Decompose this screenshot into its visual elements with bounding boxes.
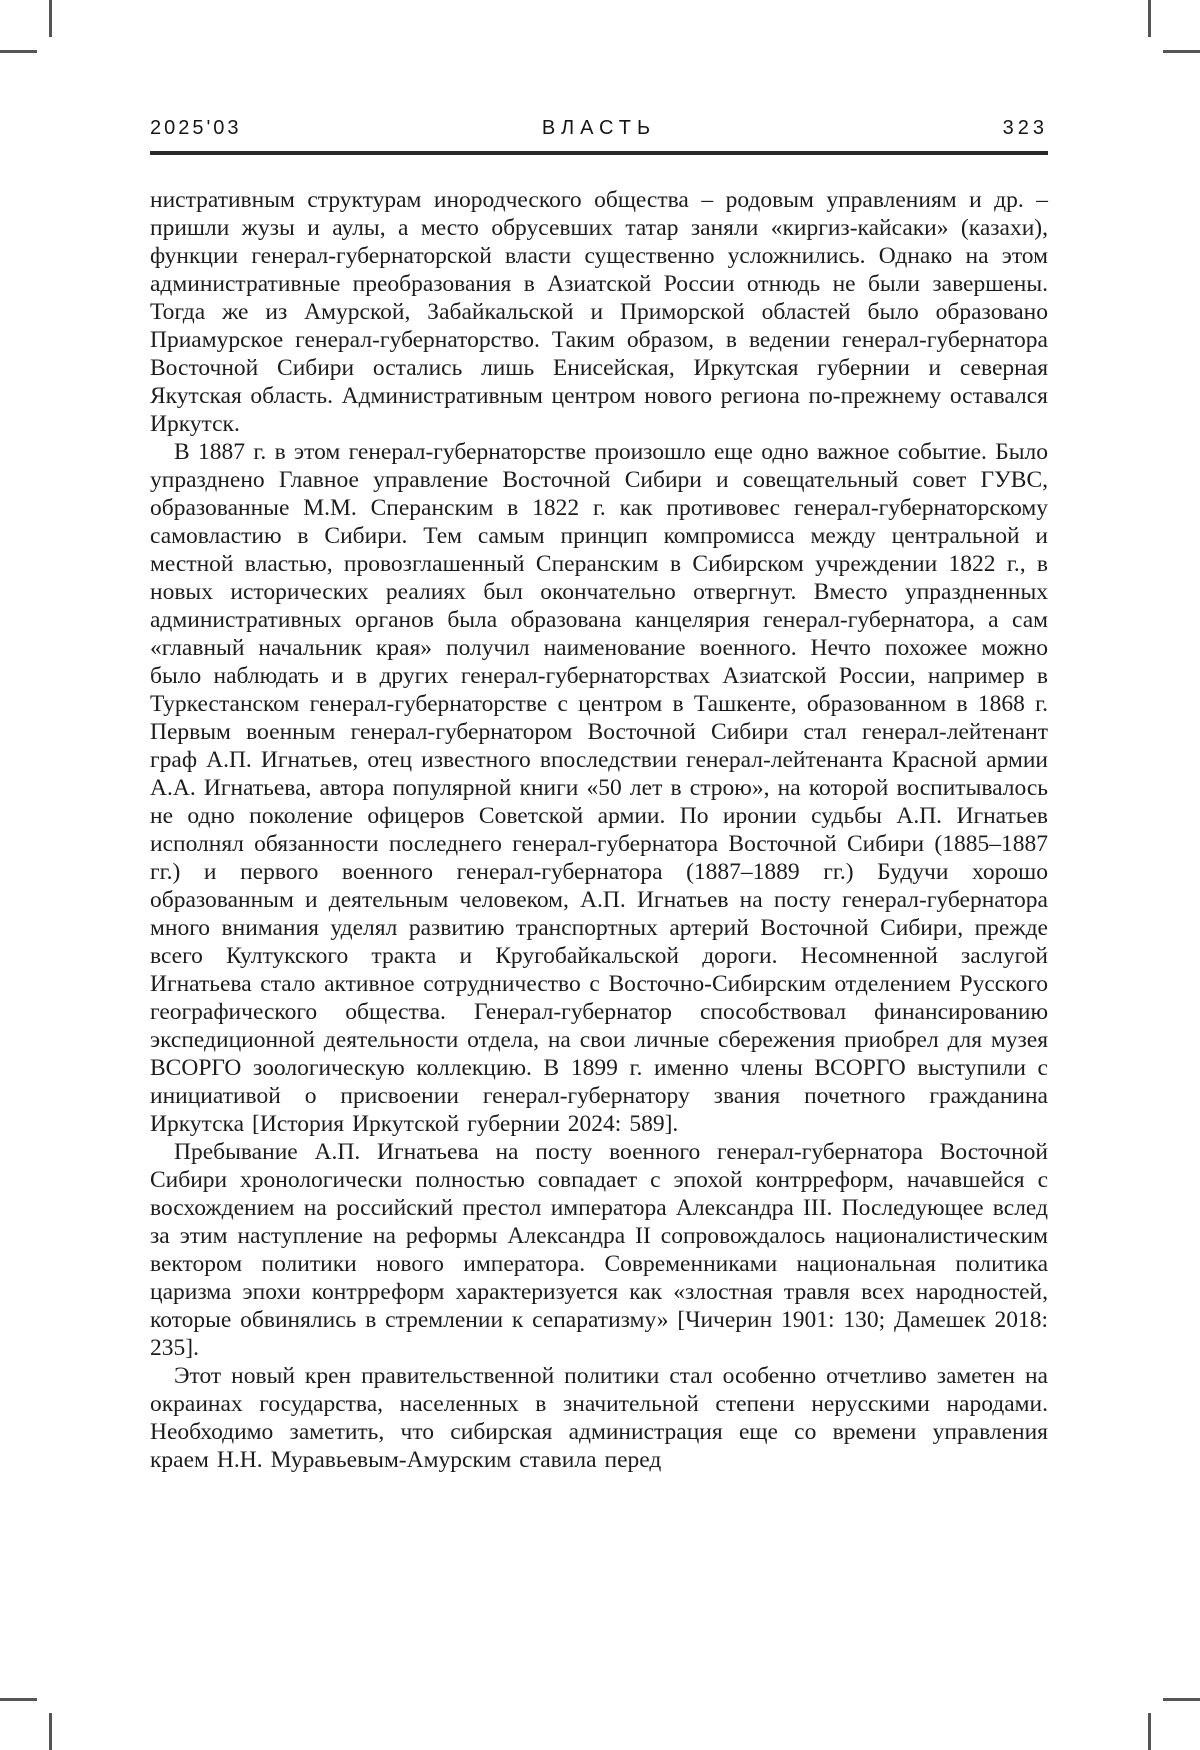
paragraph: нистративным структурам инородческого общества – родовым управлениям и др. – пришли жузы и аулы, а место обрусевших татар заняли «киргиз-кайсаки» (казахи), функции генерал-губернаторской власти существенно усложнились. Однако на этом административные преобразования в Азиатской России отнюдь не были завершены. Тогда же из Амурской, Забайкальской и Приморской областей было образовано Приамурское генерал-губернаторство. Таким образом, в ведении генерал-губернатора Восточной Сибири остались лишь Енисейская, Иркутская губернии и северная Якутская область. Административным центром нового региона по-прежнему оставался Иркутск. bbox=[150, 187, 1048, 437]
article-body bbox=[150, 186, 1048, 1474]
crop-mark-bottom-left-vertical bbox=[49, 1713, 52, 1750]
crop-mark-bottom-left-horizontal bbox=[0, 1698, 37, 1701]
crop-mark-top-right-vertical bbox=[1148, 0, 1151, 37]
paragraph: В 1887 г. в этом генерал-губернаторстве произошло еще одно важное событие. Было упразднено Главное управление Восточной Сибири и совещательный совет ГУВС, образованные М.М. Сперанским в 1822 г. как противовес генерал-губернаторскому самовластию в Сибири. Тем самым принцип компромисса между центральной и местной властью, провозглашенный Сперанским в Сибирском учреждении 1822 г., в новых исторических реалиях был окончательно отвергнут. Вместо упраздненных административных органов была образована канцелярия генерал-губернатора, а сам «главный начальник края» получил наименование военного. Нечто похожее можно было наблюдать и в других генерал-губернаторствах Азиатской России, например в Туркестанском генерал-губернаторстве с центром в Ташкенте, образованном в 1868 г. Первым военным генерал-губернатором Восточной Сибири стал генерал-лейтенант граф А.П. Игнатьев, отец известного впоследствии генерал-лейтенанта Красной армии А.А. Игнатьева, автора популярной книги «50 лет в строю», на которой воспитывалось не одно поколение офицеров Советской армии. По иронии судьбы А.П. Игнатьев исполнял обязанности последнего генерал-губернатора Восточной Сибири (1885–1887 гг.) и первого военного генерал-губернатора (1887–1889 гг.) Будучи хорошо образованным и деятельным человеком, А.П. Игнатьев на посту генерал-губернатора много внимания уделял развитию транспортных артерий Восточной Сибири, прежде всего Култукского тракта и Кругобайкальской дороги. Несомненной заслугой Игнатьева стало активное сотрудничество с Восточно-Сибирским отделением Русского географического общества. Генерал-губернатор способствовал финансированию экспедиционной деятельности отдела, на свои личные сбережения приобрел для музея ВСОРГО зоологическую коллекцию. В 1899 г. именно члены ВСОРГО выступили с инициативой о присвоении генерал-губернатору звания почетного гражданина Иркутска [История Иркутской губернии 2024: 589]. bbox=[150, 439, 1048, 1137]
crop-mark-bottom-right-horizontal bbox=[1163, 1698, 1200, 1701]
crop-mark-top-left-horizontal bbox=[0, 50, 37, 53]
journal-title: ВЛАСТЬ bbox=[541, 117, 657, 139]
page-number: 323 bbox=[1002, 117, 1048, 139]
issue-label: 2025'03 bbox=[150, 117, 242, 139]
crop-mark-top-left-vertical bbox=[49, 0, 52, 37]
page-header bbox=[150, 117, 1048, 147]
paragraph: Пребывание А.П. Игнатьева на посту военного генерал-губернатора Восточной Сибири хронологически полностью совпадает с эпохой контрреформ, начавшейся с восхождением на российский престол императора Александра III. Последующее вслед за этим наступление на реформы Александра II сопровождалось националистическим вектором политики нового императора. Современниками национальная политика царизма эпохи контрреформ характеризуется как «злостная травля всех народностей, которые обвинялись в стремлении к сепаратизму» [Чичерин 1901: 130; Дамешек 2018: 235]. bbox=[150, 1139, 1048, 1361]
paragraph: Этот новый крен правительственной политики стал особенно отчетливо заметен на окраинах государства, населенных в значительной степени нерусскими народами. Необходимо заметить, что сибирская администрация еще со времени управления краем Н.Н. Муравьевым-Амурским ставила перед bbox=[150, 1363, 1048, 1473]
header-rule bbox=[150, 151, 1048, 155]
crop-mark-top-right-horizontal bbox=[1163, 50, 1200, 53]
crop-mark-bottom-right-vertical bbox=[1148, 1713, 1151, 1750]
